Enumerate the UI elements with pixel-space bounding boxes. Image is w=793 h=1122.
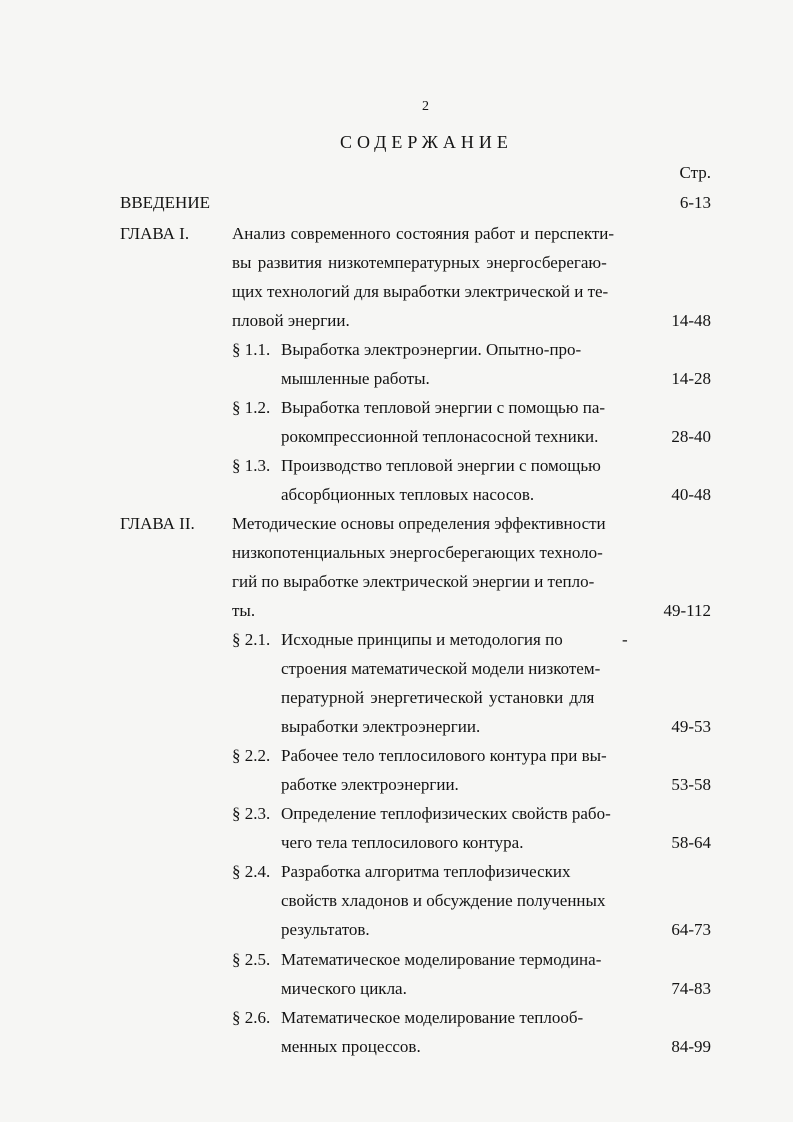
chapter-2-title-line-3: гий по выработке электрической энергии и тепло- — [232, 572, 595, 591]
section-2-2-line-2: работке электроэнергии. — [281, 775, 459, 794]
chapter-2-title-line-1: Методические основы определения эффективности — [232, 514, 606, 533]
pages-column-header: Стр. — [679, 163, 711, 182]
section-1-2-line-1: Выработка тепловой энергии с помощью па- — [281, 398, 606, 417]
chapter-1-title-line-3: щих технологий для выработки электрической и те- — [232, 282, 609, 301]
section-2-3-line-2: чего тела теплосилового контура. — [281, 833, 524, 852]
section-1-2-pages: 28-40 — [671, 427, 711, 446]
section-2-5-pages: 74-83 — [671, 979, 711, 998]
chapter-1-title-line-2: вы развития низкотемпературных энергосберегаю- — [232, 253, 607, 272]
section-2-4-line-1: Разработка алгоритма теплофизических — [281, 862, 571, 881]
section-1-1-line-1: Выработка электроэнергии. Опытно-про- — [281, 340, 582, 359]
section-2-1-line-4: выработки электроэнергии. — [281, 717, 481, 736]
section-2-6-number: § 2.6. — [232, 1008, 271, 1027]
section-2-5-line-1: Математическое моделирование термодина- — [281, 950, 602, 969]
section-2-6-line-2: менных процессов. — [281, 1037, 421, 1056]
chapter-2-pages: 49-112 — [663, 601, 711, 620]
section-2-2-line-1: Рабочее тело теплосилового контура при вы- — [281, 746, 607, 765]
section-1-3-pages: 40-48 — [671, 485, 711, 504]
section-1-3-line-1: Производство тепловой энергии с помощью — [281, 456, 601, 475]
section-2-4-line-3: результатов. — [281, 920, 370, 939]
toc-title: СОДЕРЖАНИЕ — [340, 132, 513, 152]
section-2-2-number: § 2.2. — [232, 746, 271, 765]
section-2-4-pages: 64-73 — [671, 920, 711, 939]
section-2-2-pages: 53-58 — [671, 775, 711, 794]
section-2-3-pages: 58-64 — [671, 833, 711, 852]
chapter-1-pages: 14-48 — [671, 311, 711, 330]
chapter-2-title-line-2: низкопотенциальных энергосберегающих техноло- — [232, 543, 603, 562]
section-2-1-line-2: строения математической модели низкотем- — [281, 659, 601, 678]
section-2-6-line-1: Математическое моделирование теплооб- — [281, 1008, 584, 1027]
section-1-1-line-2: мышленные работы. — [281, 369, 430, 388]
section-2-1-pages: 49-53 — [671, 717, 711, 736]
section-2-3-number: § 2.3. — [232, 804, 271, 823]
section-1-2-line-2: рокомпрессионной теплонасосной техники. — [281, 427, 599, 446]
section-2-5-line-2: мического цикла. — [281, 979, 407, 998]
section-1-1-number: § 1.1. — [232, 340, 271, 359]
section-1-3-number: § 1.3. — [232, 456, 271, 475]
section-2-1-line-3: пературной энергетической установки для — [281, 688, 595, 707]
chapter-1-label: ГЛАВА I. — [120, 224, 190, 243]
chapter-1-title-line-1: Анализ современного состояния работ и перспекти- — [232, 224, 615, 243]
section-1-1-pages: 14-28 — [671, 369, 711, 388]
section-2-5-number: § 2.5. — [232, 950, 271, 969]
section-2-1-line-1: Исходные принципы и методология по — [281, 630, 563, 649]
section-2-1-hyphen: - — [622, 630, 628, 649]
page-number: 2 — [422, 99, 429, 114]
section-1-2-number: § 1.2. — [232, 398, 271, 417]
chapter-2-title-line-4: ты. — [232, 601, 256, 620]
chapter-2-label: ГЛАВА II. — [120, 514, 195, 533]
intro-pages: 6-13 — [679, 193, 711, 212]
section-1-3-line-2: абсорбционных тепловых насосов. — [281, 485, 535, 504]
section-2-3-line-1: Определение теплофизических свойств рабо- — [281, 804, 611, 823]
chapter-1-title-line-4: пловой энергии. — [232, 311, 350, 330]
section-2-4-number: § 2.4. — [232, 862, 271, 881]
section-2-6-pages: 84-99 — [671, 1037, 711, 1056]
intro-label: ВВЕДЕНИЕ — [120, 193, 210, 212]
section-2-4-line-2: свойств хладонов и обсуждение полученных — [281, 891, 606, 910]
section-2-1-number: § 2.1. — [232, 630, 271, 649]
